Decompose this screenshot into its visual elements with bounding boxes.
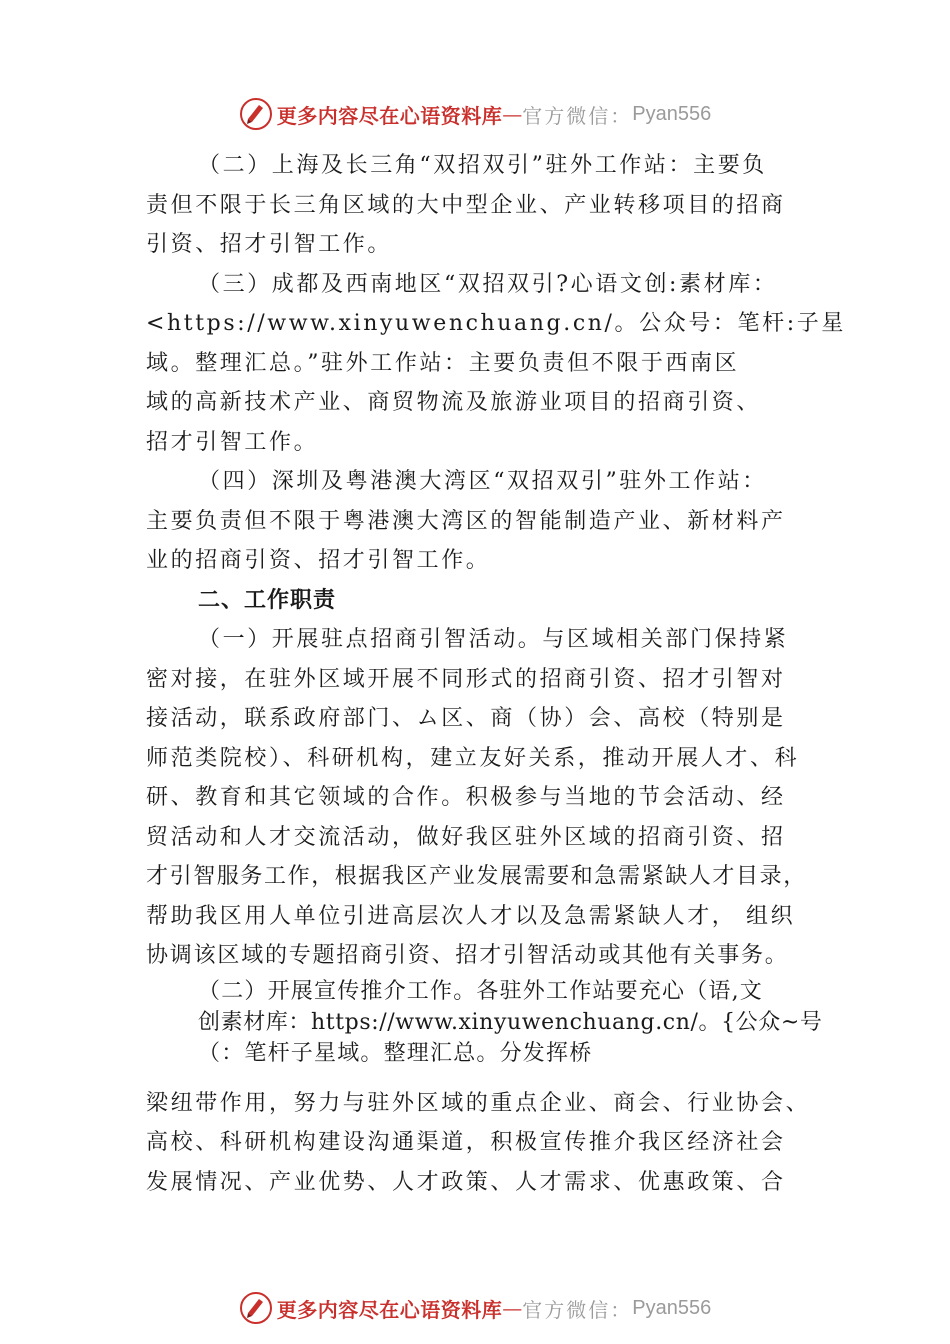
- watermark-title: 更多内容尽在心语资料库: [276, 103, 503, 128]
- text-line: 贸活动和人才交流活动，做好我区驻外区域的招商引资、招: [146, 824, 786, 850]
- text-line: 密对接，在驻外区域开展不同形式的招商引资、招才引智对: [146, 666, 786, 692]
- text-line: （一）开展驻点招商引智活动。与区域相关部门保持紧: [198, 627, 789, 652]
- text-line: 师范类院校）、科研机构，建立友好关系，推动开展人才、科: [146, 745, 800, 771]
- text-line: 研、教育和其它领域的合作。积极参与当地的节会活动、经: [146, 785, 786, 810]
- text-line: 业的招商引资、招才引智工作。: [146, 548, 491, 573]
- text-line: <https://www.xinyuwenchuang.cn/。公众号：笔杆:子星: [146, 311, 846, 336]
- text-line: 责但不限于长三角区域的大中型企业、产业转移项目的招商: [146, 192, 786, 218]
- watermark-dash: —: [502, 102, 523, 126]
- text-line: 高校、科研机构建设沟通渠道，积极宣传推介我区经济社会: [146, 1130, 786, 1155]
- text-line: 创素材库：https://www.xinyuwenchuang.cn/。{公众~号: [198, 1009, 823, 1035]
- text-line: 协调该区域的专题招商引资、招才引智活动或其他有关事务。: [146, 943, 789, 968]
- text-line: 招才引智工作。: [146, 429, 319, 455]
- text-line: （二）上海及长三角“双招双引”驻外工作站：主要负: [198, 153, 767, 178]
- watermark-wechat-id: Pyan556: [632, 102, 712, 125]
- text-line: （：笔杆子星域。整理汇总。分发挥桥: [198, 1040, 593, 1066]
- watermark-header: [0, 94, 950, 134]
- text-line: （三）成都及西南地区“双招双引?心语文创:素材库：: [198, 271, 778, 297]
- section-heading: 二、工作职责: [198, 587, 337, 613]
- text-line: 发展情况、产业优势、人才政策、人才需求、优惠政策、合: [146, 1169, 786, 1195]
- text-line: 引资、招才引智工作。: [146, 232, 393, 257]
- logo-icon: [239, 97, 273, 131]
- text-line: （四）深圳及粤港澳大湾区“双招双引”驻外工作站：: [198, 469, 767, 494]
- text-line: 帮助我区用人单位引进高层次人才以及急需紧缺人才， 组织: [146, 903, 796, 929]
- watermark-wechat-label: 官方微信：: [522, 1297, 633, 1322]
- logo-icon: [239, 1291, 273, 1325]
- text-line: 域。整理汇总。”驻外工作站：主要负责但不限于西南区: [146, 350, 740, 376]
- watermark-footer: [0, 1288, 950, 1328]
- watermark-dash: —: [502, 1296, 523, 1320]
- text-line: 主要负责但不限于粤港澳大湾区的智能制造产业、新材料产: [146, 508, 786, 534]
- watermark-title: 更多内容尽在心语资料库: [276, 1297, 503, 1322]
- text-line: 才引智服务工作，根据我区产业发展需要和急需紧缺人才目录，: [146, 864, 807, 889]
- text-line: 域的高新技术产业、商贸物流及旅游业项目的招商引资、: [146, 390, 762, 415]
- text-line: 接活动，联系政府部门、ム区、商（协）会、高校（特别是: [146, 706, 786, 731]
- document-body: [146, 146, 846, 1202]
- watermark-wechat-label: 官方微信：: [522, 103, 633, 128]
- line-gap: [146, 1069, 836, 1084]
- text-line: 梁纽带作用，努力与驻外区域的重点企业、商会、行业协会、: [146, 1090, 811, 1116]
- text-line: （二）开展宣传推介工作。各驻外工作站要充心（语,文: [198, 978, 763, 1004]
- watermark-wechat-id: Pyan556: [632, 1296, 712, 1319]
